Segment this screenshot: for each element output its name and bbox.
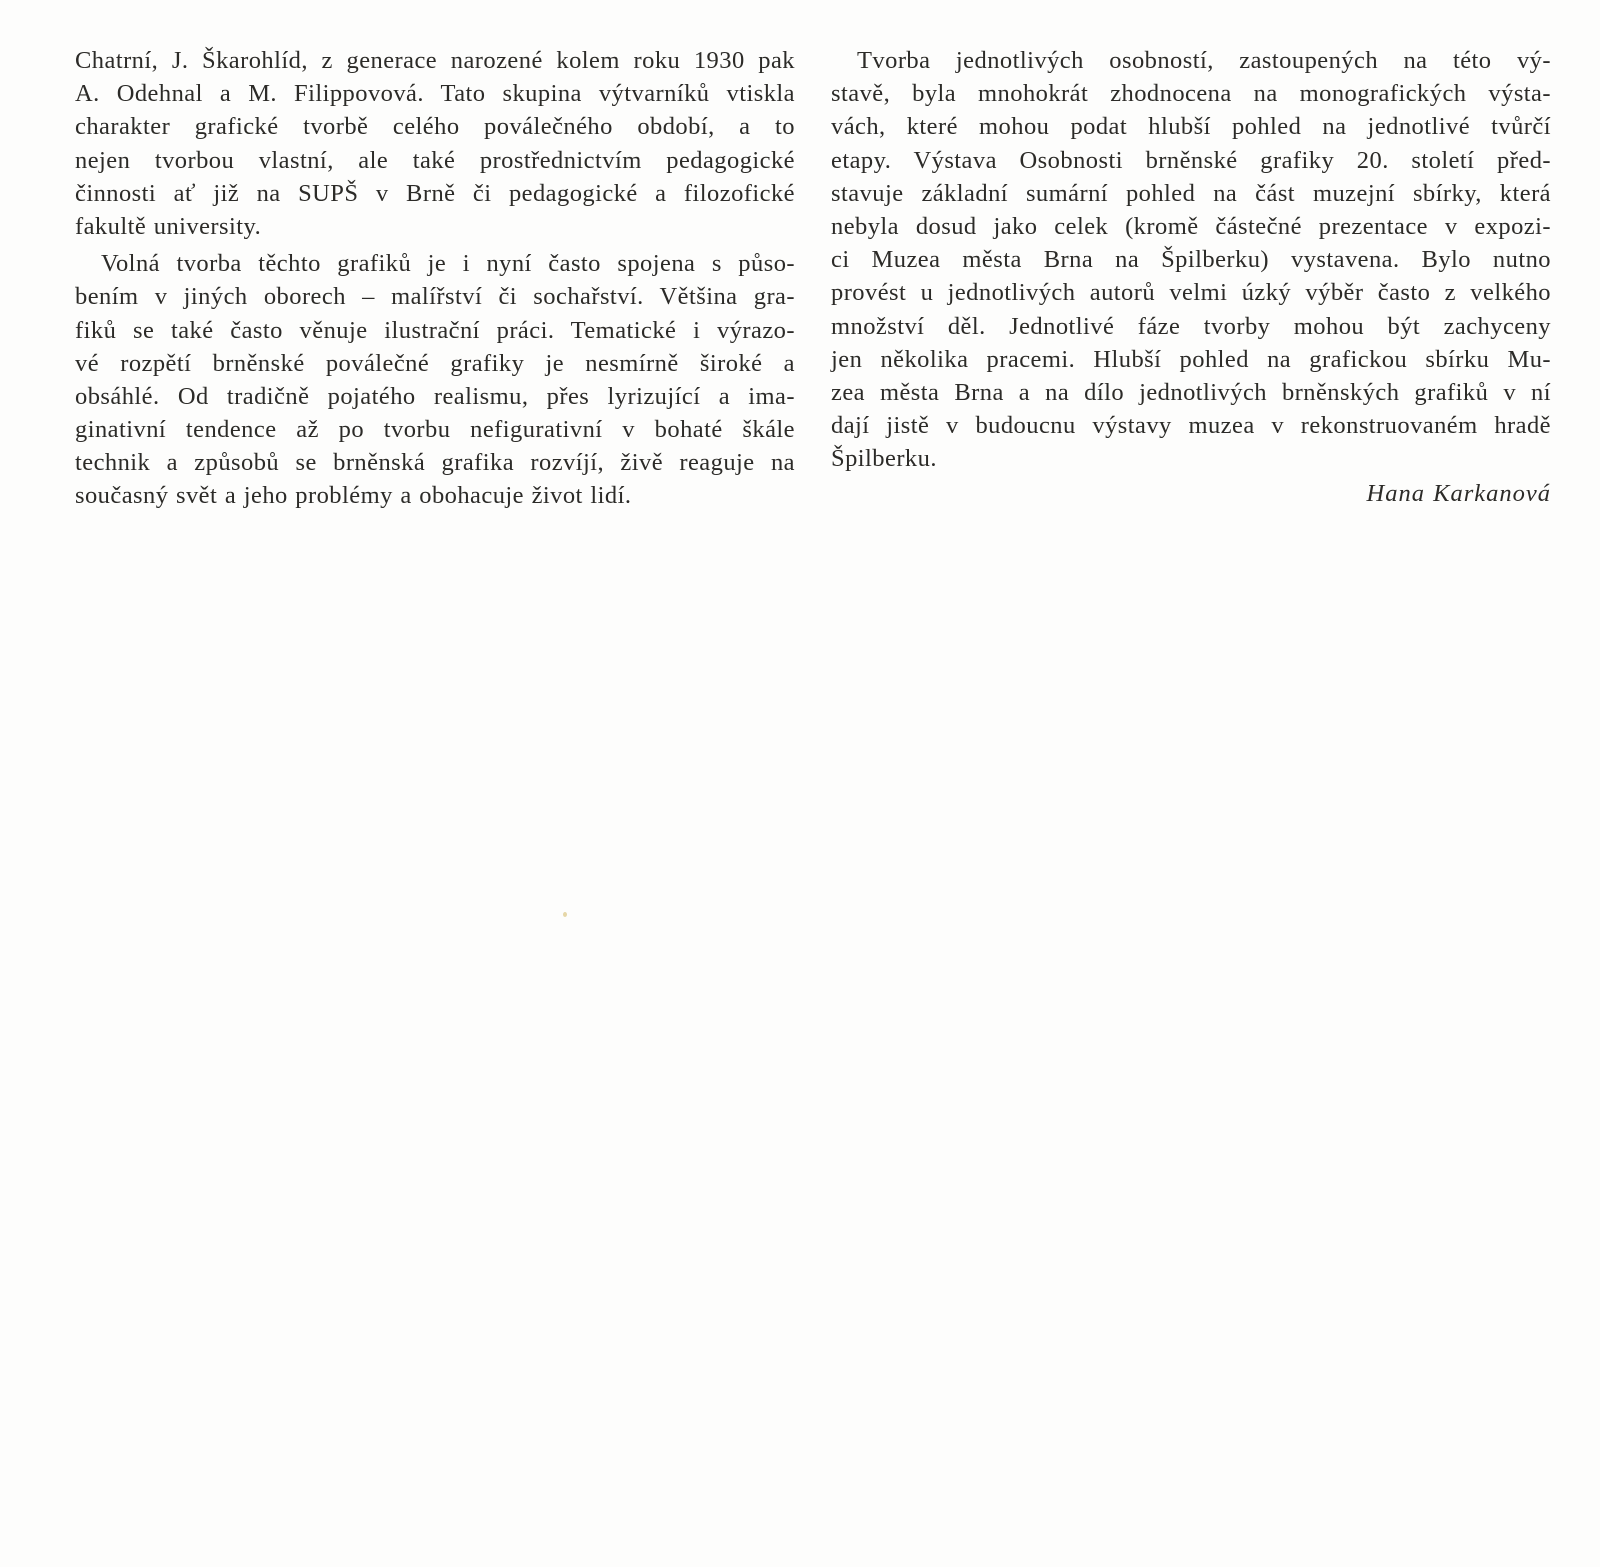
text-line: Chatrní, J. Škarohlíd, z generace narozené kolem roku 1930 pak [75,47,795,74]
text-line: jen několika pracemi. Hlubší pohled na grafickou sbírku Mu- [831,345,1551,373]
text-line: charakter grafické tvorbě celého poválečného období, a to [75,113,795,141]
text-line: Špilberku. [831,445,937,473]
text-line: A. Odehnal a M. Filippovová. Tato skupina výtvarníků vtiskla [75,80,795,108]
text-line: fakultě university. [75,212,262,240]
right-text-column [831,44,1551,511]
text-line: nejen tvorbou vlastní, ale také prostřednictvím pedagogické [75,146,795,174]
text-line: ci Muzea města Brna na Špilberku) vystavena. Bylo nutno [831,246,1551,274]
text-line: bením v jiných oborech – malířství či sochařství. Většina gra- [75,283,795,311]
text-line: etapy. Výstava Osobnosti brněnské grafiky 20. století před- [831,146,1551,174]
text-line: současný svět a jeho problémy a obohacuje život lidí. [75,482,632,510]
text-line: stavuje základní sumární pohled na část muzejní sbírky, která [831,179,1551,207]
text-line: ginativní tendence až po tvorbu nefigurativní v bohaté škále [75,416,795,444]
text-line: fiků se také často věnuje ilustrační práci. Tematické i výrazo- [75,316,795,344]
text-line: stavě, byla mnohokrát zhodnocena na monografických výsta- [831,80,1551,108]
text-line: Tvorba jednotlivých osobností, zastoupených na této vý- [857,47,1551,74]
text-line: činnosti ať již na SUPŠ v Brně či pedagogické a filozofické [75,179,795,207]
text-line: Volná tvorba těchto grafiků je i nyní často spojena s půso- [101,250,795,278]
text-line: vé rozpětí brněnské poválečné grafiky je nesmírně široké a [75,349,795,377]
left-text-column [75,44,795,513]
text-line: obsáhlé. Od tradičně pojatého realismu, přes lyrizující a ima- [75,382,795,410]
text-line: zea města Brna a na dílo jednotlivých brněnských grafiků v ní [831,378,1551,406]
text-line: technik a způsobů se brněnská grafika rozvíjí, živě reaguje na [75,449,795,477]
text-line: provést u jednotlivých autorů velmi úzký výběr často z velkého [831,279,1551,307]
text-line: množství děl. Jednotlivé fáze tvorby mohou být zachyceny [831,312,1551,340]
author-signature: Hana Karkanová [1366,480,1551,508]
paragraph [75,44,795,243]
paragraph [75,247,795,513]
paragraph [831,44,1551,475]
paper-speck [563,912,567,917]
text-line: nebyla dosud jako celek (kromě částečné prezentace v expozi- [831,212,1551,240]
text-line: vách, které mohou podat hlubší pohled na jednotlivé tvůrčí [831,113,1551,141]
text-line: dají jistě v budoucnu výstavy muzea v rekonstruovaném hradě [831,412,1551,440]
